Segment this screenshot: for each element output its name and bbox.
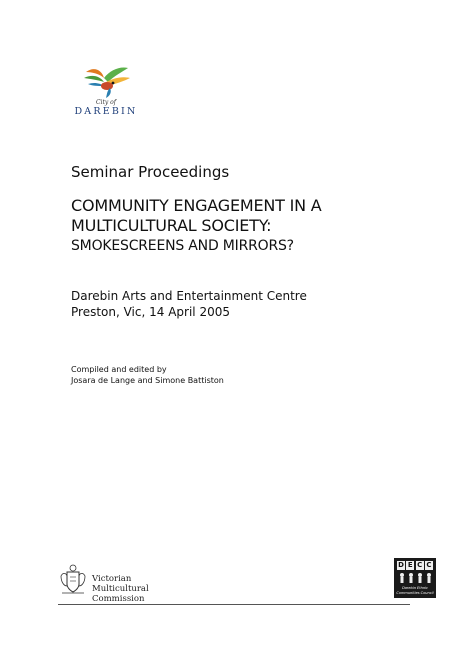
decc-letter: D [398, 561, 404, 569]
decc-text [395, 586, 435, 595]
coat-of-arms-icon [58, 562, 88, 596]
vmc-line-2: Multicultural Commission [92, 584, 149, 604]
decc-line-1: Darebin Ethnic [402, 586, 428, 590]
decc-letter: E [407, 561, 413, 569]
decc-letter: C [426, 561, 432, 569]
city-of-darebin-logo [72, 62, 140, 122]
footer-divider [58, 604, 410, 605]
decc-line-2: Communities Council [396, 590, 434, 595]
vmc-line-1: Victorian [92, 574, 132, 584]
title-line-3: SMOKESCREENS AND MIRRORS? [71, 238, 294, 254]
title-line-1: COMMUNITY ENGAGEMENT IN A [71, 196, 322, 215]
vmc-text [92, 574, 198, 604]
series-heading: Seminar Proceedings [71, 163, 230, 181]
venue-line-1: Darebin Arts and Entertainment Centre [71, 289, 307, 303]
decc-logo [394, 558, 436, 598]
credits-block [71, 364, 224, 386]
document-title [71, 196, 322, 256]
title-line-2: MULTICULTURAL SOCIETY: [71, 216, 272, 235]
people-icon [397, 572, 433, 584]
logo-city-of-text: City of [95, 99, 117, 106]
decc-letter: C [417, 561, 423, 569]
vmc-logo [58, 562, 198, 604]
venue-block [71, 288, 307, 320]
compiled-line-2: Josara de Lange and Simone Battiston [71, 376, 224, 385]
bird-icon [80, 62, 132, 100]
compiled-line-1: Compiled and edited by [71, 365, 167, 374]
venue-line-2: Preston, Vic, 14 April 2005 [71, 305, 230, 319]
decc-letters [397, 561, 433, 570]
logo-name-text: DAREBIN [74, 106, 138, 117]
